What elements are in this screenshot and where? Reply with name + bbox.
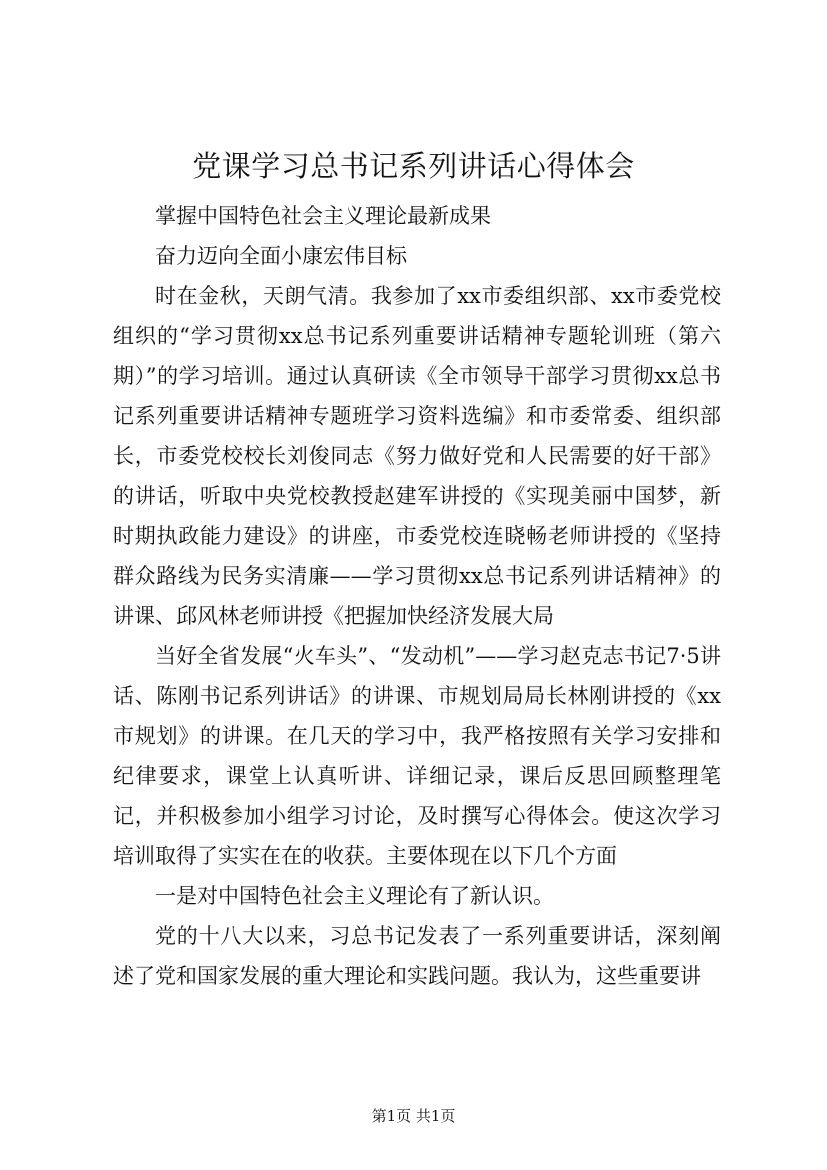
page-number-footer: 第1页 共1页 xyxy=(371,1107,456,1125)
body-paragraph: 当好全省发展“火车头”、“发动机”——学习赵克志书记7·5讲话、陈刚书记系列讲话》的讲课、市规划局局长林刚讲授的《xx市规划》的讲课。在几天的学习中，我严格按照有关学习安排和纪律要求，课堂上认真听讲、详细记录，课后反思回顾整理笔记，并积极参加小组学习讨论，及时撰写心得体会。使这次学习培训取得了实实在在的收获。主要体现在以下几个方面 xyxy=(113,644,721,868)
document-title: 党课学习总书记系列讲话心得体会 xyxy=(192,149,635,183)
subtitle-line-1: 掌握中国特色社会主义理论最新成果 xyxy=(155,204,491,228)
subtitle-line-2: 奋力迈向全面小康宏伟目标 xyxy=(155,244,407,268)
body-paragraph: 党的十八大以来，习总书记发表了一系列重要讲话，深刻阐述了党和国家发展的重大理论和实践问题。我认为，这些重要讲 xyxy=(113,924,721,988)
section-heading: 一是对中国特色社会主义理论有了新认识。 xyxy=(155,884,554,908)
body-paragraph: 时在金秋，天朗气清。我参加了xx市委组织部、xx市委党校组织的“学习贯彻xx总书记系列重要讲话精神专题轮训班（第六期）”的学习培训。通过认真研读《全市领导干部学习贯彻xx总书记系列重要讲话精神专题班学习资料选编》和市委常委、组织部长，市委党校校长刘俊同志《努力做好党和人民需要的好干部》的讲话，听取中央党校教授赵建军讲授的《实现美丽中国梦，新时期执政能力建设》的讲座，市委党校连晓畅老师讲授的《坚持群众路线为民务实清廉——学习贯彻xx总书记系列讲话精神》的讲课、邱风林老师讲授《把握加快经济发展大局 xyxy=(113,284,721,628)
document-body xyxy=(113,196,721,996)
